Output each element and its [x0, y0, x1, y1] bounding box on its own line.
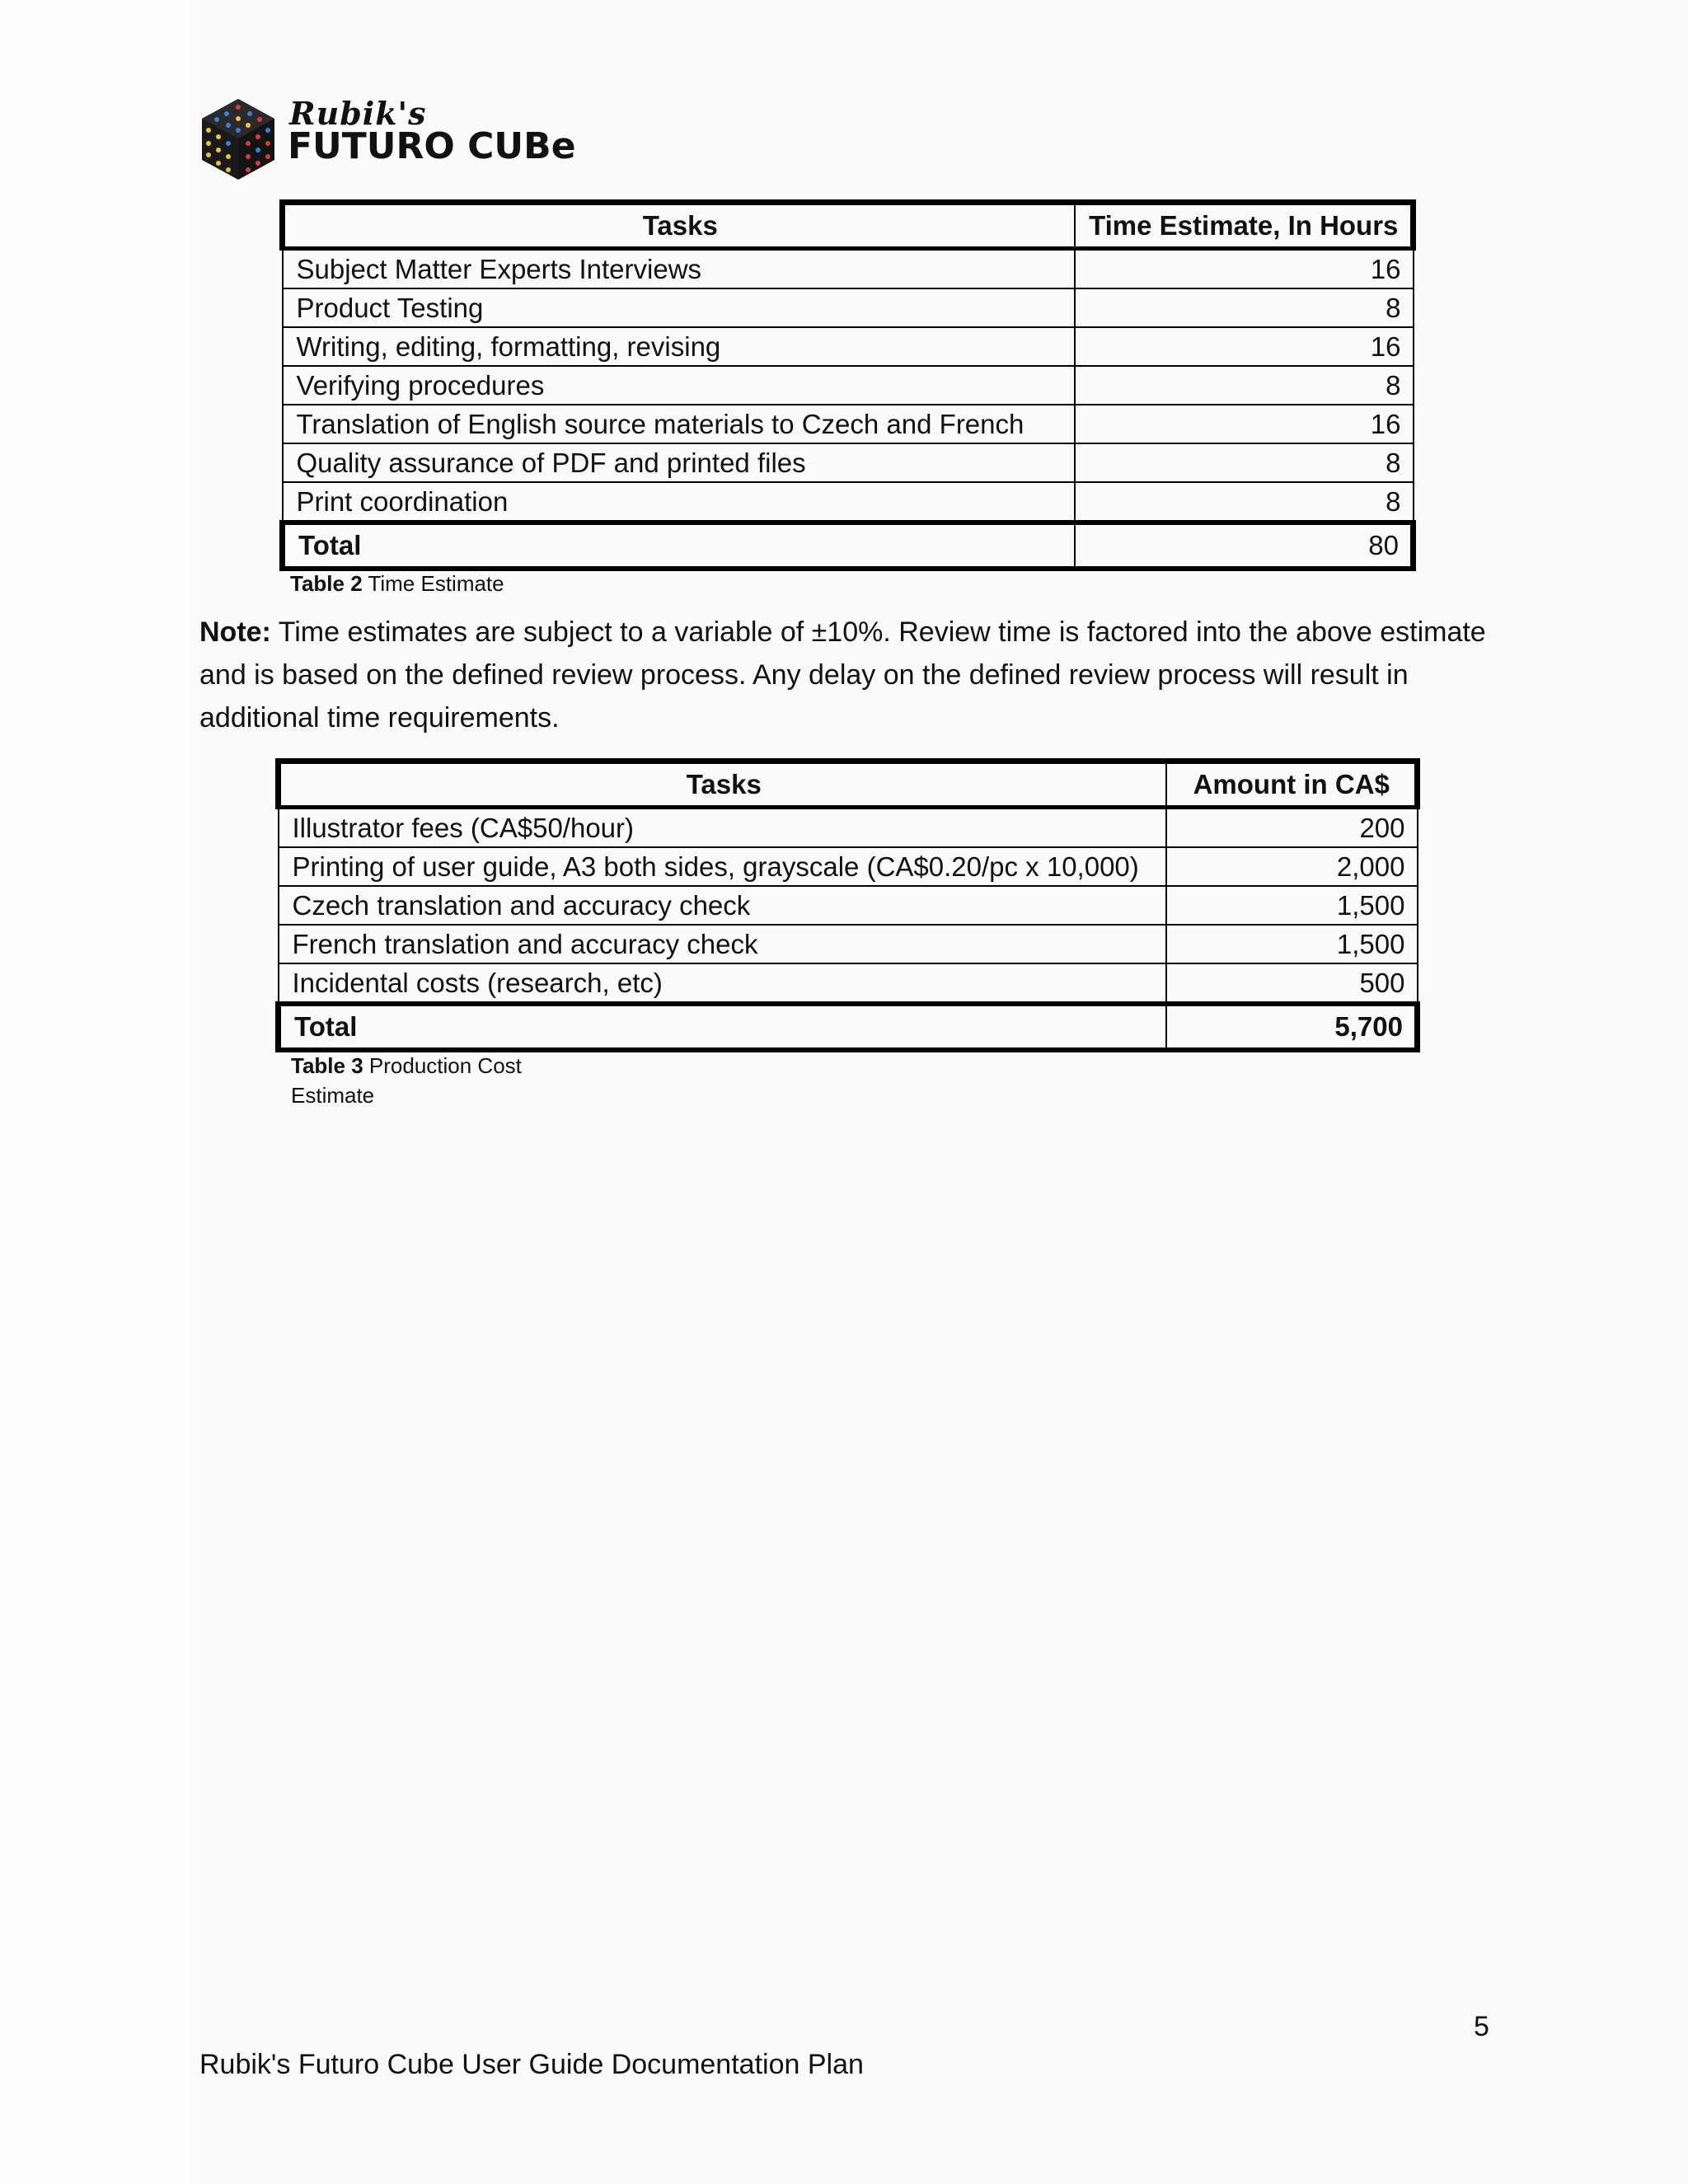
column-header-time-estimate: Time Estimate, In Hours: [1075, 203, 1414, 249]
total-label: Total: [283, 523, 1075, 569]
task-cell: Verifying procedures: [283, 366, 1075, 405]
amount-cell: 500: [1166, 963, 1418, 1004]
total-amount: 5,700: [1166, 1004, 1418, 1050]
task-cell: Quality assurance of PDF and printed files: [283, 443, 1075, 482]
table-row: [279, 886, 1418, 925]
amount-cell: 1,500: [1166, 925, 1418, 963]
total-label: Total: [279, 1004, 1166, 1050]
total-hours: 80: [1075, 523, 1414, 569]
hours-cell: 16: [1075, 405, 1414, 443]
table-row: [279, 963, 1418, 1004]
hours-cell: 16: [1075, 327, 1414, 366]
table-row: [279, 808, 1418, 848]
table-header-row: [279, 762, 1418, 808]
footer-title: Rubik's Futuro Cube User Guide Documentation Plan: [199, 2049, 864, 2080]
futuro-cube-logo: [200, 95, 576, 188]
note-paragraph: [199, 611, 1502, 739]
table-header-row: [283, 203, 1414, 249]
task-cell: Printing of user guide, A3 both sides, grayscale (CA$0.20/pc x 10,000): [279, 847, 1166, 886]
caption-text: Time Estimate: [368, 571, 504, 596]
table-row: [283, 288, 1414, 327]
task-cell: Product Testing: [283, 288, 1075, 327]
task-cell: Illustrator fees (CA$50/hour): [279, 808, 1166, 848]
table-row: [283, 482, 1414, 523]
table-row: [279, 925, 1418, 963]
cube-logo-icon: [200, 97, 276, 181]
logo-script-text: Rubik's: [289, 95, 427, 132]
task-cell: Translation of English source materials to Czech and French: [283, 405, 1075, 443]
table-3-caption: [291, 1051, 555, 1110]
task-cell: Czech translation and accuracy check: [279, 886, 1166, 925]
amount-cell: 1,500: [1166, 886, 1418, 925]
amount-cell: 200: [1166, 808, 1418, 848]
time-estimate-table: [279, 199, 1416, 571]
task-cell: Incidental costs (research, etc): [279, 963, 1166, 1004]
hours-cell: 8: [1075, 482, 1414, 523]
table-row: [283, 249, 1414, 289]
task-cell: Writing, editing, formatting, revising: [283, 327, 1075, 366]
amount-cell: 2,000: [1166, 847, 1418, 886]
table-row: [283, 443, 1414, 482]
logo-wordmark: FUTURO CUBe: [288, 125, 576, 167]
caption-label: Table 3: [291, 1053, 363, 1078]
column-header-tasks: Tasks: [283, 203, 1075, 249]
task-cell: Print coordination: [283, 482, 1075, 523]
table-row: [283, 366, 1414, 405]
hours-cell: 8: [1075, 366, 1414, 405]
table-2-caption: [290, 569, 504, 598]
caption-label: Table 2: [290, 571, 363, 596]
note-text: Time estimates are subject to a variable of ±10%. Review time is factored into the above estimate and is based on the defined review process. Any delay on the defined review process will result in additional time requirements.: [199, 616, 1486, 733]
total-row: [283, 523, 1414, 569]
task-cell: French translation and accuracy check: [279, 925, 1166, 963]
production-cost-table: [275, 758, 1420, 1052]
table-row: [279, 847, 1418, 886]
hours-cell: 8: [1075, 443, 1414, 482]
table-row: [283, 327, 1414, 366]
note-label: Note:: [199, 616, 271, 648]
hours-cell: 8: [1075, 288, 1414, 327]
task-cell: Subject Matter Experts Interviews: [283, 249, 1075, 289]
page-number: 5: [1474, 2011, 1489, 2042]
table-row: [283, 405, 1414, 443]
column-header-tasks: Tasks: [279, 762, 1166, 808]
total-row: [279, 1004, 1418, 1050]
column-header-amount: Amount in CA$: [1166, 762, 1418, 808]
caption-text: Production Cost Estimate: [291, 1053, 522, 1108]
hours-cell: 16: [1075, 249, 1414, 289]
